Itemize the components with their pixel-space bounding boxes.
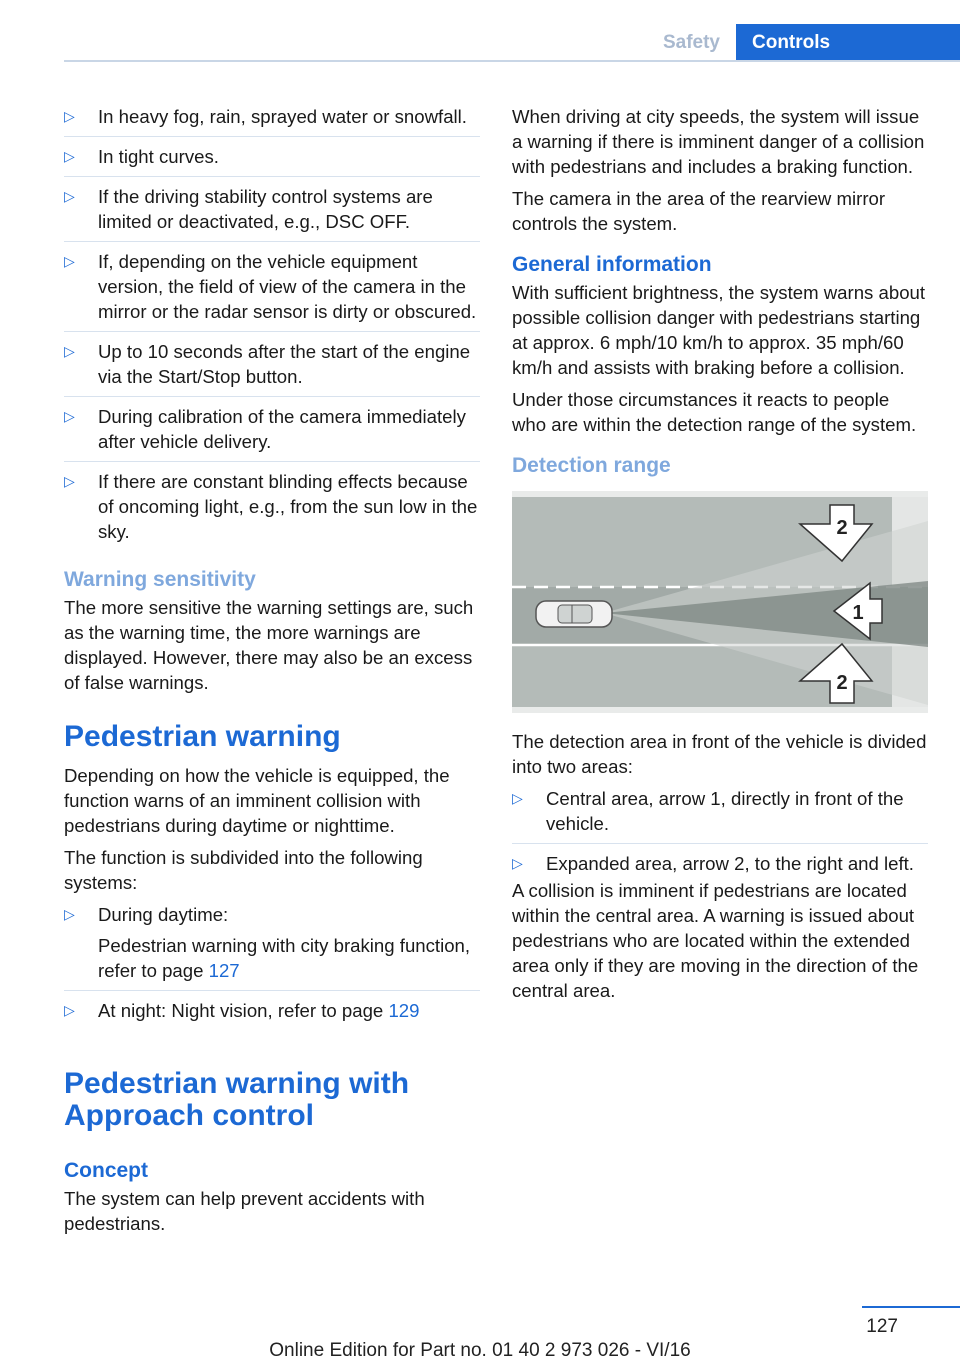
detection-area-text: The detection area in front of the vehicle is divided into two areas: <box>512 731 927 777</box>
list-item: ▷ Expanded area, arrow 2, to the right and left. <box>512 853 914 874</box>
detection-range-heading: Detection range <box>512 454 671 477</box>
triangle-bullet-icon: ▷ <box>64 188 75 204</box>
triangle-bullet-icon: ▷ <box>64 408 75 424</box>
systems-list <box>64 902 480 1030</box>
list-item: ▷ If, depending on the vehicle equipment version, the field of view of the camera in the mirror or the radar sensor is dirty or obscured. <box>64 249 480 332</box>
collision-text: A collision is imminent if pedestrians are located within the central area. A warning is issued about pedestrians who are located within the extended area only if they are moving in the direction of the central area. <box>512 880 919 1001</box>
footer-rule <box>862 1306 960 1308</box>
triangle-bullet-icon: ▷ <box>64 343 75 359</box>
svg-text:2: 2 <box>836 517 848 539</box>
list-item: ▷ If the driving stability control systems are limited or deactivated, e.g., DSC OFF. <box>64 184 480 242</box>
list-item: ▷ Up to 10 seconds after the start of the engine via the Start/Stop button. <box>64 339 480 397</box>
detection-range-diagram <box>512 491 928 713</box>
pedestrian-warning-text-2: The function is subdivided into the following systems: <box>64 847 423 893</box>
svg-text:2: 2 <box>836 672 848 694</box>
list-item: ▷ During daytime: Pedestrian warning with city braking function, refer to page 127 <box>64 902 480 991</box>
list-item: ▷ If there are constant blinding effects because of oncoming light, e.g., from the sun low in the sky. <box>64 471 478 542</box>
city-speed-text: When driving at city speeds, the system will issue a warning if there is imminent danger of a collision with pedestrians and includes a braking function. <box>512 106 925 177</box>
footer-edition: Online Edition for Part no. 01 40 2 973 026 - VI/16 <box>269 1340 691 1361</box>
warning-sensitivity-heading: Warning sensitivity <box>64 568 256 591</box>
areas-list <box>512 786 928 878</box>
general-information-text-1: With sufficient brightness, the system warns about possible collision danger with pedestrians starting at approx. 6 mph/10 km/h to approx. 35 mph/60 km/h and assists with braking before a collision. <box>512 282 926 378</box>
camera-text: The camera in the area of the rearview mirror controls the system. <box>512 188 886 234</box>
triangle-bullet-icon: ▷ <box>512 855 523 871</box>
limitations-list <box>64 104 480 551</box>
pedestrian-warning-text-1: Depending on how the vehicle is equipped, the function warns of an imminent collision with pedestrians during daytime or nighttime. <box>64 765 450 836</box>
header-rule <box>64 60 960 62</box>
list-item: ▷ During calibration of the camera immediately after vehicle delivery. <box>64 404 480 462</box>
list-item: ▷ Central area, arrow 1, directly in front of the vehicle. <box>512 786 928 844</box>
triangle-bullet-icon: ▷ <box>64 108 75 124</box>
triangle-bullet-icon: ▷ <box>64 1002 75 1018</box>
triangle-bullet-icon: ▷ <box>64 473 75 489</box>
concept-text: The system can help prevent accidents with pedestrians. <box>64 1188 425 1234</box>
svg-text:1: 1 <box>852 602 864 624</box>
concept-heading: Concept <box>64 1159 148 1182</box>
car-icon <box>536 601 612 627</box>
pedestrian-warning-heading: Pedestrian warning <box>64 720 341 753</box>
approach-control-heading: Pedestrian warning with Approach control <box>64 1067 410 1132</box>
list-item: ▷ In tight curves. <box>64 144 480 177</box>
tab-safety[interactable]: Safety <box>662 32 720 53</box>
left-column <box>64 104 480 1243</box>
right-column <box>512 104 928 1010</box>
triangle-bullet-icon: ▷ <box>64 253 75 269</box>
general-information-heading: General information <box>512 253 712 276</box>
triangle-bullet-icon: ▷ <box>64 148 75 164</box>
warning-sensitivity-text: The more sensitive the warning settings are, such as the warning time, the more warnings are displayed. However, there may also be an excess of false warnings. <box>64 597 474 693</box>
page-link-127[interactable]: 127 <box>208 960 240 981</box>
list-item: ▷ In heavy fog, rain, sprayed water or snowfall. <box>64 104 480 137</box>
page-link-129[interactable]: 129 <box>388 1000 420 1021</box>
tab-controls[interactable]: Controls <box>736 24 960 62</box>
general-information-text-2: Under those circumstances it reacts to people who are within the detection range of the system. <box>512 389 917 435</box>
triangle-bullet-icon: ▷ <box>64 906 75 922</box>
triangle-bullet-icon: ▷ <box>512 790 523 806</box>
list-item: ▷ At night: Night vision, refer to page 129 <box>64 1000 420 1021</box>
page-number: 127 <box>866 1316 898 1337</box>
